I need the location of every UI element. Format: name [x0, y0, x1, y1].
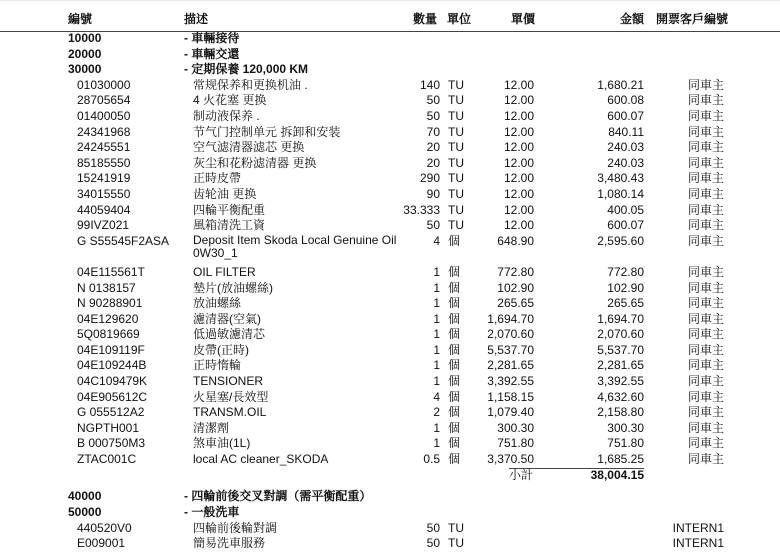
item-unit-price: 1,158.15 — [487, 389, 534, 404]
item-quantity: 1 — [433, 436, 440, 451]
item-amount: 751.80 — [607, 436, 644, 451]
table-row — [0, 78, 780, 94]
table-row — [0, 234, 780, 265]
item-customer-code: 同車主 — [687, 342, 724, 357]
item-amount: 3,480.43 — [597, 171, 644, 186]
item-quantity: 0.5 — [423, 452, 440, 467]
item-quantity: 33.333 — [403, 202, 440, 217]
item-amount: 1,080.14 — [597, 186, 644, 201]
item-unit: TU — [448, 124, 464, 139]
item-amount: 102.90 — [607, 280, 644, 295]
item-description: 常规保养和更换机油 . — [193, 77, 308, 92]
item-code: 28705654 — [77, 93, 131, 108]
section-code: 50000 — [68, 505, 102, 520]
item-unit-price: 2,070.60 — [487, 327, 534, 342]
item-unit-price: 5,537.70 — [487, 342, 534, 357]
item-customer-code: 同車主 — [687, 405, 724, 420]
item-code: NGPTH001 — [77, 420, 140, 435]
subtotal-row — [0, 468, 780, 484]
table-row — [0, 140, 780, 156]
item-description: 正時惰輪 — [193, 358, 242, 373]
item-code: 04E115561T — [77, 264, 145, 279]
item-quantity: 4 — [433, 233, 440, 248]
item-description: 簡易洗車服務 — [193, 536, 266, 551]
item-code: 01030000 — [77, 77, 131, 92]
item-code: 04E129620 — [77, 311, 139, 326]
item-quantity: 50 — [426, 93, 440, 108]
item-quantity: 20 — [426, 155, 440, 170]
item-amount: 2,070.60 — [597, 327, 644, 342]
item-code: 24245551 — [77, 140, 131, 155]
section-title: - 四輪前後交叉對調（需平衡配重） — [184, 489, 372, 504]
item-unit-price: 12.00 — [503, 155, 534, 170]
table-row — [0, 452, 780, 468]
item-description: 墊片(放油螺絲) — [193, 280, 273, 295]
item-customer-code: 同車主 — [687, 296, 724, 311]
section-title: - 定期保養 120,000 KM — [184, 62, 309, 77]
item-unit: TU — [448, 218, 464, 233]
item-description: 制动液保养 . — [193, 108, 260, 123]
item-code: 15241919 — [77, 171, 131, 186]
header-unit-price: 單價 — [511, 12, 536, 26]
item-quantity: 1 — [433, 342, 440, 357]
item-unit: 個 — [448, 280, 461, 295]
item-unit: 個 — [448, 389, 461, 404]
item-description: 皮帶(正時) — [193, 342, 249, 357]
item-quantity: 1 — [433, 311, 440, 326]
table-row — [0, 327, 780, 343]
section-code: 10000 — [68, 31, 102, 45]
item-unit: TU — [448, 108, 464, 123]
header-unit: 單位 — [447, 12, 472, 26]
table-row — [0, 281, 780, 297]
item-customer-code: 同車主 — [687, 155, 724, 170]
item-customer-code: 同車主 — [687, 140, 724, 155]
item-amount: 300.30 — [607, 420, 644, 435]
item-unit: 個 — [448, 436, 461, 451]
item-unit: 個 — [448, 374, 461, 389]
table-row — [0, 536, 780, 552]
item-unit: TU — [448, 77, 464, 92]
item-quantity: 2 — [433, 405, 440, 420]
subtotal-value: 38,004.15 — [590, 467, 644, 482]
section-row — [0, 505, 780, 521]
item-unit: 個 — [448, 342, 461, 357]
item-description: TENSIONER — [193, 374, 264, 389]
subtotal-label: 小計 — [508, 467, 533, 482]
item-description: 4 火花塞 更换 — [193, 93, 267, 108]
item-quantity: 70 — [426, 124, 440, 139]
item-customer-code: 同車主 — [687, 218, 724, 233]
item-quantity: 1 — [433, 374, 440, 389]
item-customer-code: 同車主 — [687, 374, 724, 389]
table-row — [0, 405, 780, 421]
item-code: 44059404 — [77, 202, 131, 217]
section-row — [0, 47, 780, 63]
item-amount: 1,694.70 — [597, 311, 644, 326]
item-code: 34015550 — [77, 186, 131, 201]
table-row — [0, 296, 780, 312]
item-unit: 個 — [448, 452, 461, 467]
item-description: 煞車油(1L) — [193, 436, 251, 451]
section-code: 40000 — [68, 489, 102, 504]
item-quantity: 290 — [419, 171, 440, 186]
item-amount: 5,537.70 — [597, 342, 644, 357]
table-row — [0, 93, 780, 109]
item-description: 放油螺絲 — [193, 296, 242, 311]
table-row — [0, 265, 780, 281]
item-customer-code: 同車主 — [687, 358, 724, 373]
item-code: G S55545F2ASA — [77, 233, 170, 248]
item-amount: 2,158.80 — [597, 405, 644, 420]
table-row — [0, 125, 780, 141]
item-description: 清潔劑 — [193, 420, 230, 435]
item-amount: 240.03 — [607, 140, 644, 155]
section-title: - 一般洗車 — [184, 505, 240, 520]
item-code: 85185550 — [77, 155, 131, 170]
table-row — [0, 436, 780, 452]
table-row — [0, 421, 780, 437]
item-unit-price: 12.00 — [503, 202, 534, 217]
table-row — [0, 218, 780, 234]
item-unit-price: 648.90 — [497, 233, 534, 248]
table-row — [0, 343, 780, 359]
item-amount: 772.80 — [607, 264, 644, 279]
item-amount: 600.07 — [607, 108, 644, 123]
item-customer-code: 同車主 — [687, 202, 724, 217]
item-unit-price: 12.00 — [503, 140, 534, 155]
item-unit: TU — [448, 202, 464, 217]
item-unit: 個 — [448, 358, 461, 373]
item-quantity: 20 — [426, 140, 440, 155]
item-code: N 0138157 — [77, 280, 136, 295]
table-row — [0, 312, 780, 328]
item-unit: TU — [448, 155, 464, 170]
item-amount: 2,281.65 — [597, 358, 644, 373]
item-customer-code: 同車主 — [687, 186, 724, 201]
item-unit-price: 1,694.70 — [487, 311, 534, 326]
item-unit-price: 772.80 — [497, 264, 534, 279]
item-unit-price: 12.00 — [503, 93, 534, 108]
item-quantity: 1 — [433, 358, 440, 373]
item-code: 24341968 — [77, 124, 131, 139]
item-code: G 055512A2 — [77, 405, 145, 420]
item-customer-code: 同車主 — [687, 171, 724, 186]
item-unit-price: 3,392.55 — [487, 374, 534, 389]
table-row — [0, 390, 780, 406]
item-quantity: 1 — [433, 280, 440, 295]
item-unit: TU — [448, 536, 464, 551]
item-unit-price: 3,370.50 — [487, 452, 534, 467]
item-quantity: 4 — [433, 389, 440, 404]
item-code: 04E109119F — [77, 342, 145, 357]
item-customer-code: 同車主 — [687, 436, 724, 451]
table-row — [0, 521, 780, 537]
table-row — [0, 187, 780, 203]
item-customer-code: 同車主 — [687, 108, 724, 123]
item-amount: 4,632.60 — [597, 389, 644, 404]
item-amount: 2,595.60 — [597, 233, 644, 248]
item-unit: TU — [448, 186, 464, 201]
item-amount: 840.11 — [608, 124, 644, 139]
item-unit-price: 12.00 — [503, 171, 534, 186]
item-unit-price: 12.00 — [503, 124, 534, 139]
item-code: E009001 — [77, 536, 126, 551]
item-quantity: 50 — [426, 108, 440, 123]
item-description: 齿轮油 更换 — [193, 186, 257, 201]
table-header — [0, 1, 780, 32]
item-unit: 個 — [448, 327, 461, 342]
item-unit: 個 — [448, 264, 461, 279]
item-unit-price: 265.65 — [497, 296, 534, 311]
item-customer-code: 同車主 — [687, 280, 724, 295]
item-description: 四輪平衡配重 — [193, 202, 266, 217]
item-code: 04E905612C — [77, 389, 148, 404]
table-row — [0, 156, 780, 172]
item-unit-price: 1,079.40 — [487, 405, 534, 420]
item-customer-code: 同車主 — [687, 420, 724, 435]
item-amount: 240.03 — [607, 155, 644, 170]
item-code: N 90288901 — [77, 296, 143, 311]
item-code: 04E109244B — [77, 358, 147, 373]
item-amount: 600.08 — [607, 93, 644, 108]
item-amount: 600.07 — [607, 218, 644, 233]
item-code: ZTAC001C — [77, 452, 137, 467]
section-row — [0, 483, 780, 505]
section-code: 30000 — [68, 62, 102, 77]
header-amount: 金額 — [620, 12, 645, 26]
item-code: 5Q0819669 — [77, 327, 140, 342]
section-title: - 車輛交還 — [184, 46, 240, 61]
section-code: 20000 — [68, 46, 102, 61]
item-customer-code: INTERN1 — [672, 520, 724, 535]
header-code: 編號 — [68, 12, 93, 26]
item-amount: 3,392.55 — [597, 374, 644, 389]
item-quantity: 140 — [419, 77, 440, 92]
table-body — [0, 31, 780, 552]
item-customer-code: 同車主 — [687, 233, 724, 248]
item-code: B 000750M3 — [77, 436, 146, 451]
table-row — [0, 374, 780, 390]
item-description: 灰尘和花粉滤清器 更换 — [193, 155, 317, 170]
item-description: local AC cleaner_SKODA — [193, 452, 329, 467]
item-code: 440520V0 — [77, 520, 132, 535]
table-row — [0, 358, 780, 374]
item-description: 正時皮帶 — [193, 171, 242, 186]
item-customer-code: 同車主 — [687, 452, 724, 467]
item-unit: 個 — [448, 311, 461, 326]
item-description: 濾清器(空氣) — [193, 311, 261, 326]
item-unit: 個 — [448, 405, 461, 420]
item-unit: 個 — [448, 233, 461, 248]
item-unit: 個 — [448, 296, 461, 311]
item-code: 99IVZ021 — [77, 218, 130, 233]
item-unit-price: 300.30 — [497, 420, 534, 435]
item-quantity: 1 — [433, 327, 440, 342]
item-description: TRANSM.OIL — [193, 405, 267, 420]
table-row — [0, 109, 780, 125]
item-amount: 265.65 — [607, 296, 644, 311]
item-description: OIL FILTER — [193, 264, 256, 279]
header-customer-code: 開票客戶編號 — [656, 12, 729, 26]
item-unit-price: 102.90 — [497, 280, 534, 295]
item-unit-price: 12.00 — [503, 218, 534, 233]
item-unit-price: 12.00 — [503, 186, 534, 201]
item-amount: 1,680.21 — [597, 77, 644, 92]
item-unit-price: 751.80 — [497, 436, 534, 451]
item-code: 01400050 — [77, 108, 131, 123]
item-description: 空气滤清器滤芯 更换 — [193, 140, 305, 155]
item-customer-code: INTERN1 — [672, 536, 724, 551]
item-unit-price: 12.00 — [503, 108, 534, 123]
item-quantity: 90 — [426, 186, 440, 201]
item-description: 風箱清洗工資 — [193, 218, 266, 233]
item-customer-code: 同車主 — [687, 311, 724, 326]
item-unit-price: 2,281.65 — [487, 358, 534, 373]
item-quantity: 1 — [433, 264, 440, 279]
item-customer-code: 同車主 — [687, 124, 724, 139]
item-customer-code: 同車主 — [687, 389, 724, 404]
section-row — [0, 62, 780, 78]
item-unit: TU — [448, 140, 464, 155]
item-amount: 1,685.25 — [597, 452, 644, 467]
item-description: 低過敏濾清芯 — [193, 327, 266, 342]
section-row — [0, 31, 780, 47]
item-description: 节气门控制单元 拆卸和安装 — [193, 124, 341, 139]
item-description: 四輪前後輪對調 — [193, 520, 278, 535]
item-description: Deposit Item Skoda Local Genuine Oil 0W30_1 — [193, 232, 397, 260]
item-quantity: 1 — [433, 296, 440, 311]
item-customer-code: 同車主 — [687, 93, 724, 108]
item-unit: 個 — [448, 420, 461, 435]
item-amount: 400.05 — [607, 202, 644, 217]
table-row — [0, 203, 780, 219]
header-description: 描述 — [184, 12, 209, 26]
item-code: 04C109479K — [77, 374, 148, 389]
item-customer-code: 同車主 — [687, 264, 724, 279]
item-quantity: 1 — [433, 420, 440, 435]
item-quantity: 50 — [426, 536, 440, 551]
item-unit: TU — [448, 520, 464, 535]
item-description: 火星塞/長效型 — [193, 389, 269, 404]
item-customer-code: 同車主 — [687, 327, 724, 342]
table-row — [0, 171, 780, 187]
item-unit: TU — [448, 171, 464, 186]
section-title: - 車輛接待 — [184, 31, 240, 45]
item-customer-code: 同車主 — [687, 77, 724, 92]
item-quantity: 50 — [426, 218, 440, 233]
item-unit: TU — [448, 93, 464, 108]
header-quantity: 數量 — [413, 12, 438, 26]
item-unit-price: 12.00 — [503, 77, 534, 92]
item-quantity: 50 — [426, 520, 440, 535]
